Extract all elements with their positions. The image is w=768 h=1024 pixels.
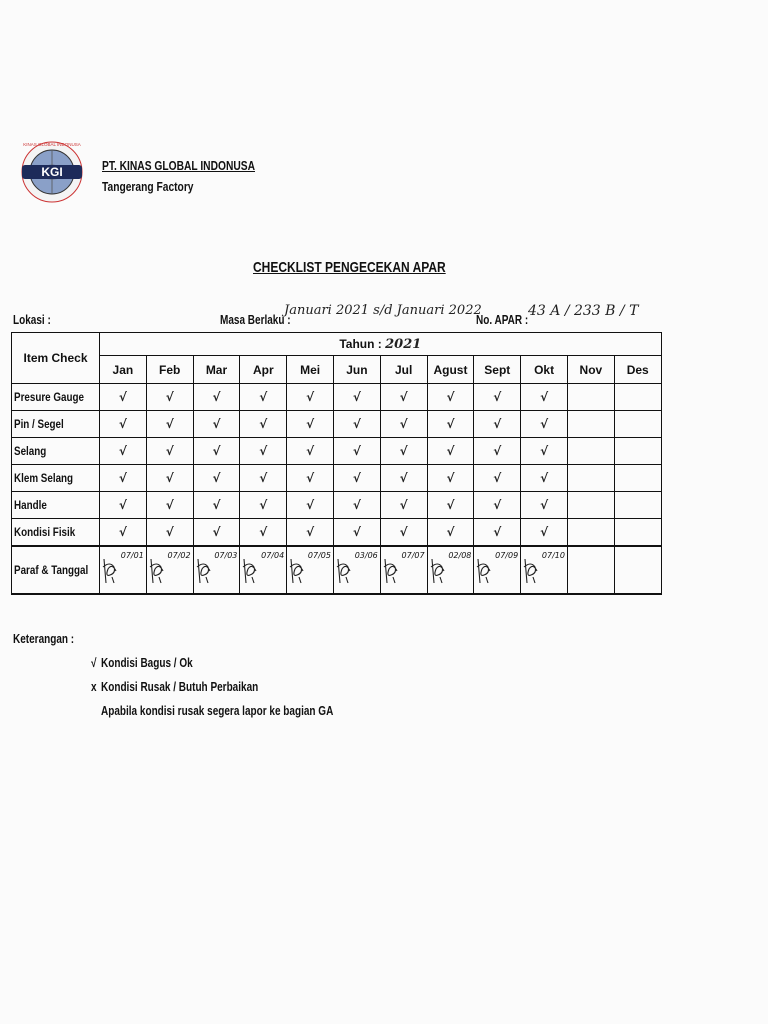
month-header-mei: Mei — [287, 356, 334, 384]
check-mark-cell: √ — [521, 411, 568, 438]
paraf-date: 07/07 — [401, 551, 425, 560]
month-header-sept: Sept — [474, 356, 521, 384]
month-header-jul: Jul — [380, 356, 427, 384]
check-mark-cell: √ — [193, 411, 240, 438]
signature-scribble — [242, 555, 258, 585]
row-label: Handle — [12, 492, 100, 519]
paraf-date: 07/05 — [307, 551, 331, 560]
masa-berlaku-label: Masa Berlaku : — [220, 313, 291, 327]
check-mark-cell: √ — [287, 438, 334, 465]
paraf-cell — [427, 546, 474, 594]
check-mark-cell: √ — [193, 438, 240, 465]
check-mark-cell: √ — [193, 465, 240, 492]
check-mark-cell — [567, 492, 614, 519]
check-mark-cell — [614, 519, 661, 547]
bad-note: Kondisi Rusak / Butuh Perbaikan — [101, 680, 259, 694]
table-row — [12, 519, 662, 547]
paraf-date: 07/09 — [495, 551, 519, 560]
month-header-okt: Okt — [521, 356, 568, 384]
check-mark-cell: √ — [100, 384, 147, 411]
check-mark-cell: √ — [427, 384, 474, 411]
check-mark-cell — [614, 492, 661, 519]
check-mark-cell: √ — [287, 519, 334, 547]
check-mark-cell: √ — [380, 519, 427, 547]
check-mark-cell: √ — [474, 519, 521, 547]
paraf-cell — [567, 546, 614, 594]
factory-name: Tangerang Factory — [102, 180, 194, 194]
check-mark-cell: √ — [333, 384, 380, 411]
ok-symbol: √ — [91, 656, 97, 670]
check-mark-cell — [614, 465, 661, 492]
paraf-cell — [521, 546, 568, 594]
paraf-cell — [614, 546, 661, 594]
lokasi-label: Lokasi : — [13, 313, 51, 327]
check-mark-cell: √ — [146, 465, 193, 492]
row-label: Pin / Segel — [12, 411, 100, 438]
month-header-agust: Agust — [427, 356, 474, 384]
paraf-cell — [240, 546, 287, 594]
tahun-value: 2021 — [385, 336, 422, 352]
paraf-cell — [474, 546, 521, 594]
row-label: Presure Gauge — [12, 384, 100, 411]
paraf-cell — [380, 546, 427, 594]
keterangan-label: Keterangan : — [13, 632, 75, 646]
paraf-date: 07/04 — [261, 551, 285, 560]
row-label: Kondisi Fisik — [12, 519, 100, 547]
check-mark-cell: √ — [474, 438, 521, 465]
check-mark-cell: √ — [333, 519, 380, 547]
paraf-date: 07/02 — [167, 551, 191, 560]
check-mark-cell: √ — [333, 411, 380, 438]
check-mark-cell: √ — [521, 519, 568, 547]
check-mark-cell: √ — [287, 465, 334, 492]
paraf-cell — [287, 546, 334, 594]
check-mark-cell: √ — [193, 519, 240, 547]
check-mark-cell: √ — [240, 519, 287, 547]
no-apar-value: 43 A / 233 B / T — [528, 303, 639, 319]
check-mark-cell — [567, 384, 614, 411]
check-mark-cell: √ — [287, 411, 334, 438]
table-row — [12, 384, 662, 411]
check-mark-cell: √ — [380, 384, 427, 411]
signature-scribble — [523, 555, 539, 585]
company-block — [102, 158, 255, 195]
check-mark-cell: √ — [380, 492, 427, 519]
check-mark-cell: √ — [521, 465, 568, 492]
check-mark-cell: √ — [380, 411, 427, 438]
check-mark-cell: √ — [427, 411, 474, 438]
check-mark-cell: √ — [240, 411, 287, 438]
check-mark-cell: √ — [193, 384, 240, 411]
check-mark-cell: √ — [146, 411, 193, 438]
paraf-cell — [146, 546, 193, 594]
check-mark-cell: √ — [100, 438, 147, 465]
table-row — [12, 465, 662, 492]
tahun-header — [100, 333, 662, 356]
check-mark-cell: √ — [287, 492, 334, 519]
check-mark-cell: √ — [287, 384, 334, 411]
row-label: Klem Selang — [12, 465, 100, 492]
check-mark-cell — [614, 411, 661, 438]
ok-note: Kondisi Bagus / Ok — [101, 656, 193, 670]
check-mark-cell — [567, 438, 614, 465]
check-mark-cell: √ — [427, 492, 474, 519]
company-name: PT. KINAS GLOBAL INDONUSA — [102, 159, 256, 173]
signature-scribble — [430, 555, 446, 585]
tahun-label: Tahun : — [339, 336, 382, 351]
signature-scribble — [289, 555, 305, 585]
paraf-cell — [100, 546, 147, 594]
logo-ring-text: KINAS GLOBAL INDONUSA — [23, 142, 81, 147]
check-mark-cell: √ — [474, 411, 521, 438]
month-header-nov: Nov — [567, 356, 614, 384]
check-mark-cell: √ — [100, 492, 147, 519]
form-title: CHECKLIST PENGECEKAN APAR — [253, 259, 446, 276]
paraf-date: 07/01 — [120, 551, 144, 560]
bad-symbol: x — [91, 680, 97, 694]
check-mark-cell: √ — [427, 465, 474, 492]
check-mark-cell: √ — [474, 384, 521, 411]
signature-scribble — [196, 555, 212, 585]
signature-scribble — [383, 555, 399, 585]
instruction-note: Apabila kondisi rusak segera lapor ke bagian GA — [101, 704, 334, 718]
paraf-row — [12, 546, 662, 594]
month-header-feb: Feb — [146, 356, 193, 384]
month-header-mar: Mar — [193, 356, 240, 384]
check-mark-cell: √ — [100, 411, 147, 438]
check-mark-cell: √ — [427, 438, 474, 465]
check-mark-cell: √ — [380, 438, 427, 465]
month-header-des: Des — [614, 356, 661, 384]
paraf-label: Paraf & Tanggal — [12, 546, 100, 594]
check-mark-cell — [567, 519, 614, 547]
paraf-cell — [333, 546, 380, 594]
check-mark-cell: √ — [333, 438, 380, 465]
check-mark-cell: √ — [100, 465, 147, 492]
paraf-date: 02/08 — [448, 551, 472, 560]
check-mark-cell — [614, 384, 661, 411]
check-rows — [12, 384, 662, 547]
check-mark-cell: √ — [146, 384, 193, 411]
check-mark-cell: √ — [521, 384, 568, 411]
table-row — [12, 492, 662, 519]
check-mark-cell: √ — [333, 465, 380, 492]
check-mark-cell: √ — [240, 492, 287, 519]
row-label: Selang — [12, 438, 100, 465]
check-mark-cell — [567, 465, 614, 492]
paraf-cell — [193, 546, 240, 594]
check-mark-cell — [614, 438, 661, 465]
check-mark-cell: √ — [146, 492, 193, 519]
signature-scribble — [102, 555, 118, 585]
check-mark-cell: √ — [427, 519, 474, 547]
check-mark-cell: √ — [521, 492, 568, 519]
paraf-date: 03/06 — [354, 551, 378, 560]
check-mark-cell: √ — [474, 492, 521, 519]
company-logo — [18, 140, 86, 204]
check-mark-cell: √ — [240, 384, 287, 411]
paraf-date: 07/10 — [541, 551, 565, 560]
signature-scribble — [476, 555, 492, 585]
masa-berlaku-value: Januari 2021 s/d Januari 2022 — [284, 303, 482, 318]
item-check-header: Item Check — [12, 333, 100, 384]
paraf-date: 07/03 — [214, 551, 238, 560]
table-row — [12, 438, 662, 465]
signature-scribble — [149, 555, 165, 585]
signature-scribble — [336, 555, 352, 585]
check-mark-cell: √ — [474, 465, 521, 492]
check-mark-cell: √ — [240, 465, 287, 492]
table-row — [12, 411, 662, 438]
checklist-table — [11, 332, 662, 595]
month-header-jun: Jun — [333, 356, 380, 384]
no-apar-label: No. APAR : — [476, 313, 529, 327]
check-mark-cell: √ — [240, 438, 287, 465]
check-mark-cell: √ — [380, 465, 427, 492]
month-header-apr: Apr — [240, 356, 287, 384]
check-mark-cell: √ — [193, 492, 240, 519]
check-mark-cell: √ — [146, 438, 193, 465]
month-header-jan: Jan — [100, 356, 147, 384]
check-mark-cell: √ — [521, 438, 568, 465]
check-mark-cell: √ — [333, 492, 380, 519]
logo-text: KGI — [41, 165, 63, 179]
year-row — [12, 333, 662, 356]
month-row — [12, 356, 662, 384]
check-mark-cell: √ — [146, 519, 193, 547]
check-mark-cell — [567, 411, 614, 438]
check-mark-cell: √ — [100, 519, 147, 547]
